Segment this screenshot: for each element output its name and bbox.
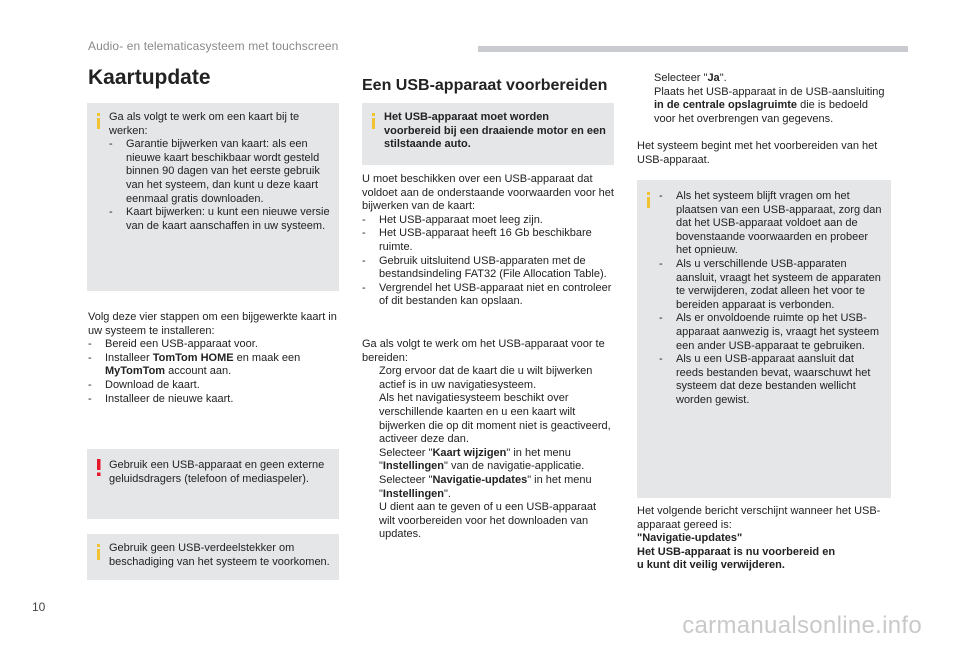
list-item: Zorg ervoor dat de kaart die u wilt bijwerken actief is in uw navigatiesysteem. Als het navigatiesysteem beschikt over verschillende kaarten en u een kaart wilt bijwerken die op dit moment niet is geactiveerd, activeer deze dan. bbox=[362, 365, 614, 447]
list-item: U dient aan te geven of u een USB-apparaat wilt voorbereiden voor het downloaden van updates. bbox=[362, 501, 614, 542]
arrow-icon bbox=[637, 86, 654, 127]
list-item: - Het USB-apparaat heeft 16 Gb beschikbare ruimte. bbox=[362, 227, 592, 253]
message-intro: Het volgende bericht verschijnt wanneer het USB-apparaat gereed is: bbox=[637, 505, 881, 531]
list-item: - Gebruik uitsluitend USB-apparaten met de bestandsindeling FAT32 (File Allocation Table). bbox=[362, 254, 607, 281]
heading-usb-voorbereiden: Een USB-apparaat voorbereiden bbox=[362, 77, 608, 94]
list-item: - Bereid een USB-apparaat voor. bbox=[88, 338, 258, 351]
message-body: u kunt dit veilig verwijderen. bbox=[637, 559, 785, 572]
arrow-icon bbox=[362, 501, 379, 542]
list-item: Selecteer "Ja". bbox=[637, 72, 889, 86]
list-item: - Vergrendel het USB-apparaat niet en controleer of dit bestanden kan opslaan. bbox=[362, 281, 612, 308]
list-item: - Installeer TomTom HOME en maak een MyTomTom account aan. bbox=[88, 351, 301, 378]
system-begins-text: Het systeem begint met het voorbereiden van het USB-apparaat. bbox=[637, 140, 878, 166]
requirements-intro: U moet beschikken over een USB-apparaat dat voldoet aan de onderstaande voorwaarden voor het bijwerken van de kaart: bbox=[362, 173, 614, 213]
info-note-box-2 bbox=[87, 534, 339, 580]
section-header-title: Audio- en telematicasysteem met touchscreen bbox=[88, 39, 339, 53]
preparation-intro: Ga als volgt te werk om het USB-apparaat voor te bereiden: bbox=[362, 338, 605, 364]
list-item: - Download de kaart. bbox=[88, 378, 200, 391]
ready-message bbox=[637, 505, 889, 573]
list-item: - Als er onvoldoende ruimte op het USB-apparaat aanwezig is, vraagt het systeem een ander USB-apparaat te gebruiken. bbox=[659, 312, 880, 352]
info-note-box bbox=[87, 103, 339, 291]
info-icon bbox=[642, 192, 656, 208]
info-icon bbox=[92, 113, 106, 129]
note-text: Het USB-apparaat moet worden voorbereid bij een draaiende motor en een stilstaande auto. bbox=[384, 111, 606, 151]
note-text: Gebruik geen USB-verdeelstekker om beschadiging van het systeem te voorkomen. bbox=[109, 542, 330, 568]
list-item: Plaats het USB-apparaat in de USB-aansluiting in de centrale opslagruimte die is bedoeld voor het overbrengen van gegevens. bbox=[637, 86, 889, 127]
warning-note-box bbox=[87, 449, 339, 519]
usb-requirements bbox=[362, 173, 614, 309]
warning-text: Gebruik een USB-apparaat en geen externe geluidsdragers (telefoon of mediaspeler). bbox=[109, 459, 325, 485]
warning-icon bbox=[92, 459, 106, 475]
info-icon bbox=[367, 113, 381, 129]
message-body: Het USB-apparaat is nu voorbereid en bbox=[637, 545, 836, 558]
arrow-icon bbox=[362, 365, 379, 447]
usb-continue-steps bbox=[637, 72, 889, 126]
list-item: Selecteer "Navigatie-updates" in het menu "Instellingen". bbox=[362, 474, 614, 501]
note-intro: Ga als volgt te werk om een kaart bij te werken: bbox=[109, 111, 300, 137]
heading-kaartupdate: Kaartupdate bbox=[88, 66, 211, 89]
arrow-icon bbox=[362, 474, 379, 501]
usb-preparation-steps bbox=[362, 338, 614, 542]
list-item: - Als u verschillende USB-apparaten aansluit, vraagt het systeem de apparaten te verwijderen, zodat alleen het voor te bereiden apparaat is verbonden. bbox=[659, 257, 881, 311]
list-item: - Het USB-apparaat moet leeg zijn. bbox=[362, 213, 543, 226]
list-item: - Kaart bijwerken: u kunt een nieuwe versie van de kaart aanschaffen in uw systeem. bbox=[109, 206, 330, 232]
page-number: 10 bbox=[32, 600, 46, 614]
list-item: - Als het systeem blijft vragen om het plaatsen van een USB-apparaat, zorg dan dat het USB-apparaat voldoet aan de bovenstaande voorwaarden en probeer het opnieuw. bbox=[659, 190, 882, 257]
info-note-box-4 bbox=[637, 180, 891, 498]
info-note-box-3 bbox=[362, 103, 614, 165]
install-steps bbox=[88, 311, 340, 406]
list-item: Selecteer "Kaart wijzigen" in het menu "Instellingen" van de navigatie-applicatie. bbox=[362, 447, 614, 474]
info-icon bbox=[92, 544, 106, 560]
list-item: - Garantie bijwerken van kaart: als een nieuwe kaart beschikbaar wordt gesteld binnen 90 dagen van het eerste gebruik van het systeem, dan kunt u deze kaart eenmaal gratis downloaden. bbox=[109, 138, 320, 205]
arrow-icon bbox=[637, 72, 654, 86]
header-bar bbox=[478, 46, 908, 52]
arrow-icon bbox=[362, 447, 379, 474]
message-name: "Navigatie-updates" bbox=[637, 532, 743, 545]
watermark: carmanualsonline.info bbox=[682, 612, 922, 639]
list-item: - Installeer de nieuwe kaart. bbox=[88, 392, 234, 405]
list-item: - Als u een USB-apparaat aansluit dat reeds bestanden bevat, waarschuwt het systeem dat deze bestanden wellicht worden gewist. bbox=[659, 353, 871, 406]
steps-intro: Volg deze vier stappen om een bijgewerkte kaart in uw systeem te installeren: bbox=[88, 311, 337, 337]
